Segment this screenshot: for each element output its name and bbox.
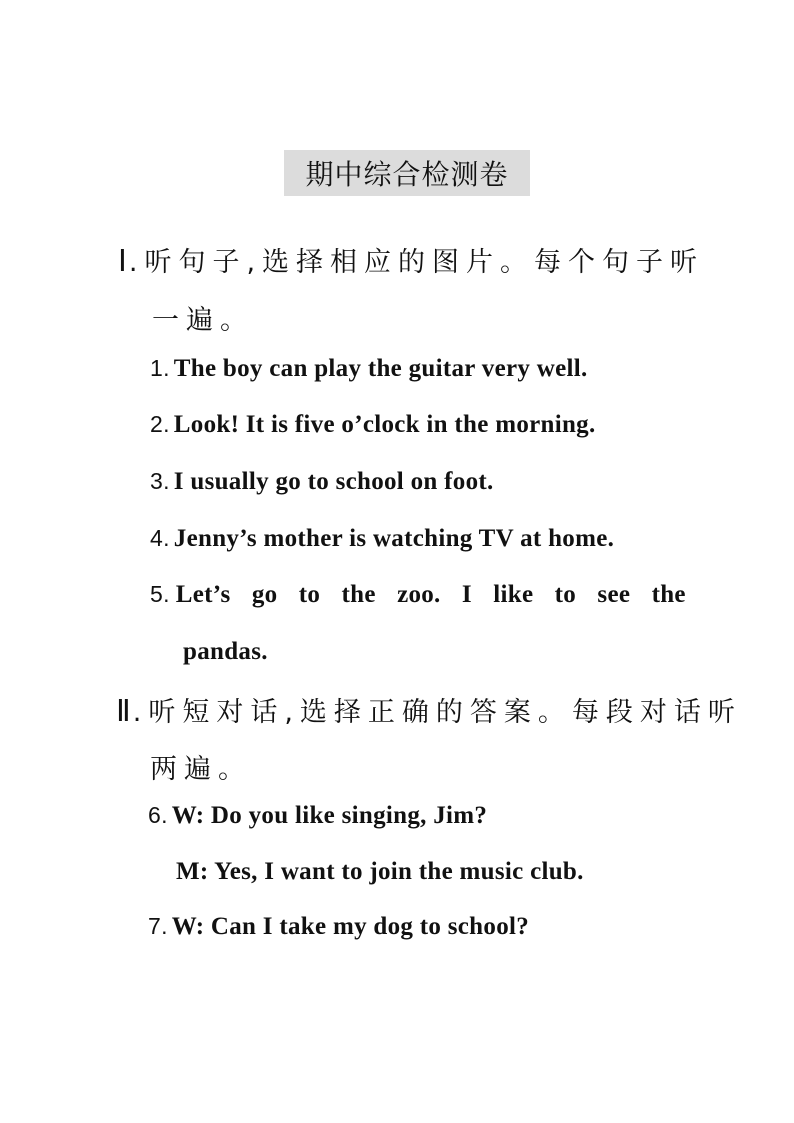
item-number: 6. <box>148 802 168 828</box>
section-2-numeral: Ⅱ <box>116 695 131 728</box>
list-item <box>150 468 494 496</box>
word: the <box>341 581 376 608</box>
section-2-heading <box>116 690 742 729</box>
item-number: 3. <box>150 468 170 494</box>
section-1-heading-line2: 一遍。 <box>152 305 254 336</box>
item-number: 5. <box>150 581 170 607</box>
item-text: Look! It is five o’clock in the morning. <box>173 411 596 438</box>
list-item <box>148 802 487 830</box>
word: see <box>597 581 631 608</box>
section-2-heading-line2: 两遍。 <box>150 754 252 785</box>
list-item <box>150 525 614 553</box>
word: to <box>298 581 321 608</box>
word: Let’s <box>175 581 231 608</box>
item-number: 1. <box>150 355 170 381</box>
list-item <box>150 581 686 609</box>
item-text: Jenny’s mother is watching TV at home. <box>173 525 615 552</box>
word: I <box>461 581 472 608</box>
item-number: 4. <box>150 525 170 551</box>
section-1-numeral: Ⅰ <box>118 245 127 278</box>
dialogue-m: M: Yes, I want to join the music club. <box>176 858 584 885</box>
word: like <box>493 581 534 608</box>
section-1-heading-line1: .听句子,选择相应的图片。每个句子听 <box>128 247 705 278</box>
list-item <box>150 355 588 383</box>
page-title: 期中综合检测卷 <box>284 150 530 196</box>
list-item <box>148 913 529 941</box>
section-2-heading-line1: .听短对话,选择正确的答案。每段对话听 <box>132 697 742 728</box>
item-text-continued: pandas. <box>183 638 268 665</box>
item-text <box>176 581 686 609</box>
word: the <box>651 581 686 608</box>
word: zoo. <box>397 581 441 608</box>
item-number: 2. <box>150 411 170 437</box>
section-1-heading <box>118 240 704 279</box>
dialogue-w: W: Do you like singing, Jim? <box>171 802 488 829</box>
word: go <box>251 581 278 608</box>
list-item <box>150 411 596 439</box>
item-text: The boy can play the guitar very well. <box>173 355 588 382</box>
word: to <box>554 581 577 608</box>
item-text: I usually go to school on foot. <box>173 468 494 495</box>
dialogue-w: W: Can I take my dog to school? <box>171 913 530 940</box>
item-number: 7. <box>148 913 168 939</box>
